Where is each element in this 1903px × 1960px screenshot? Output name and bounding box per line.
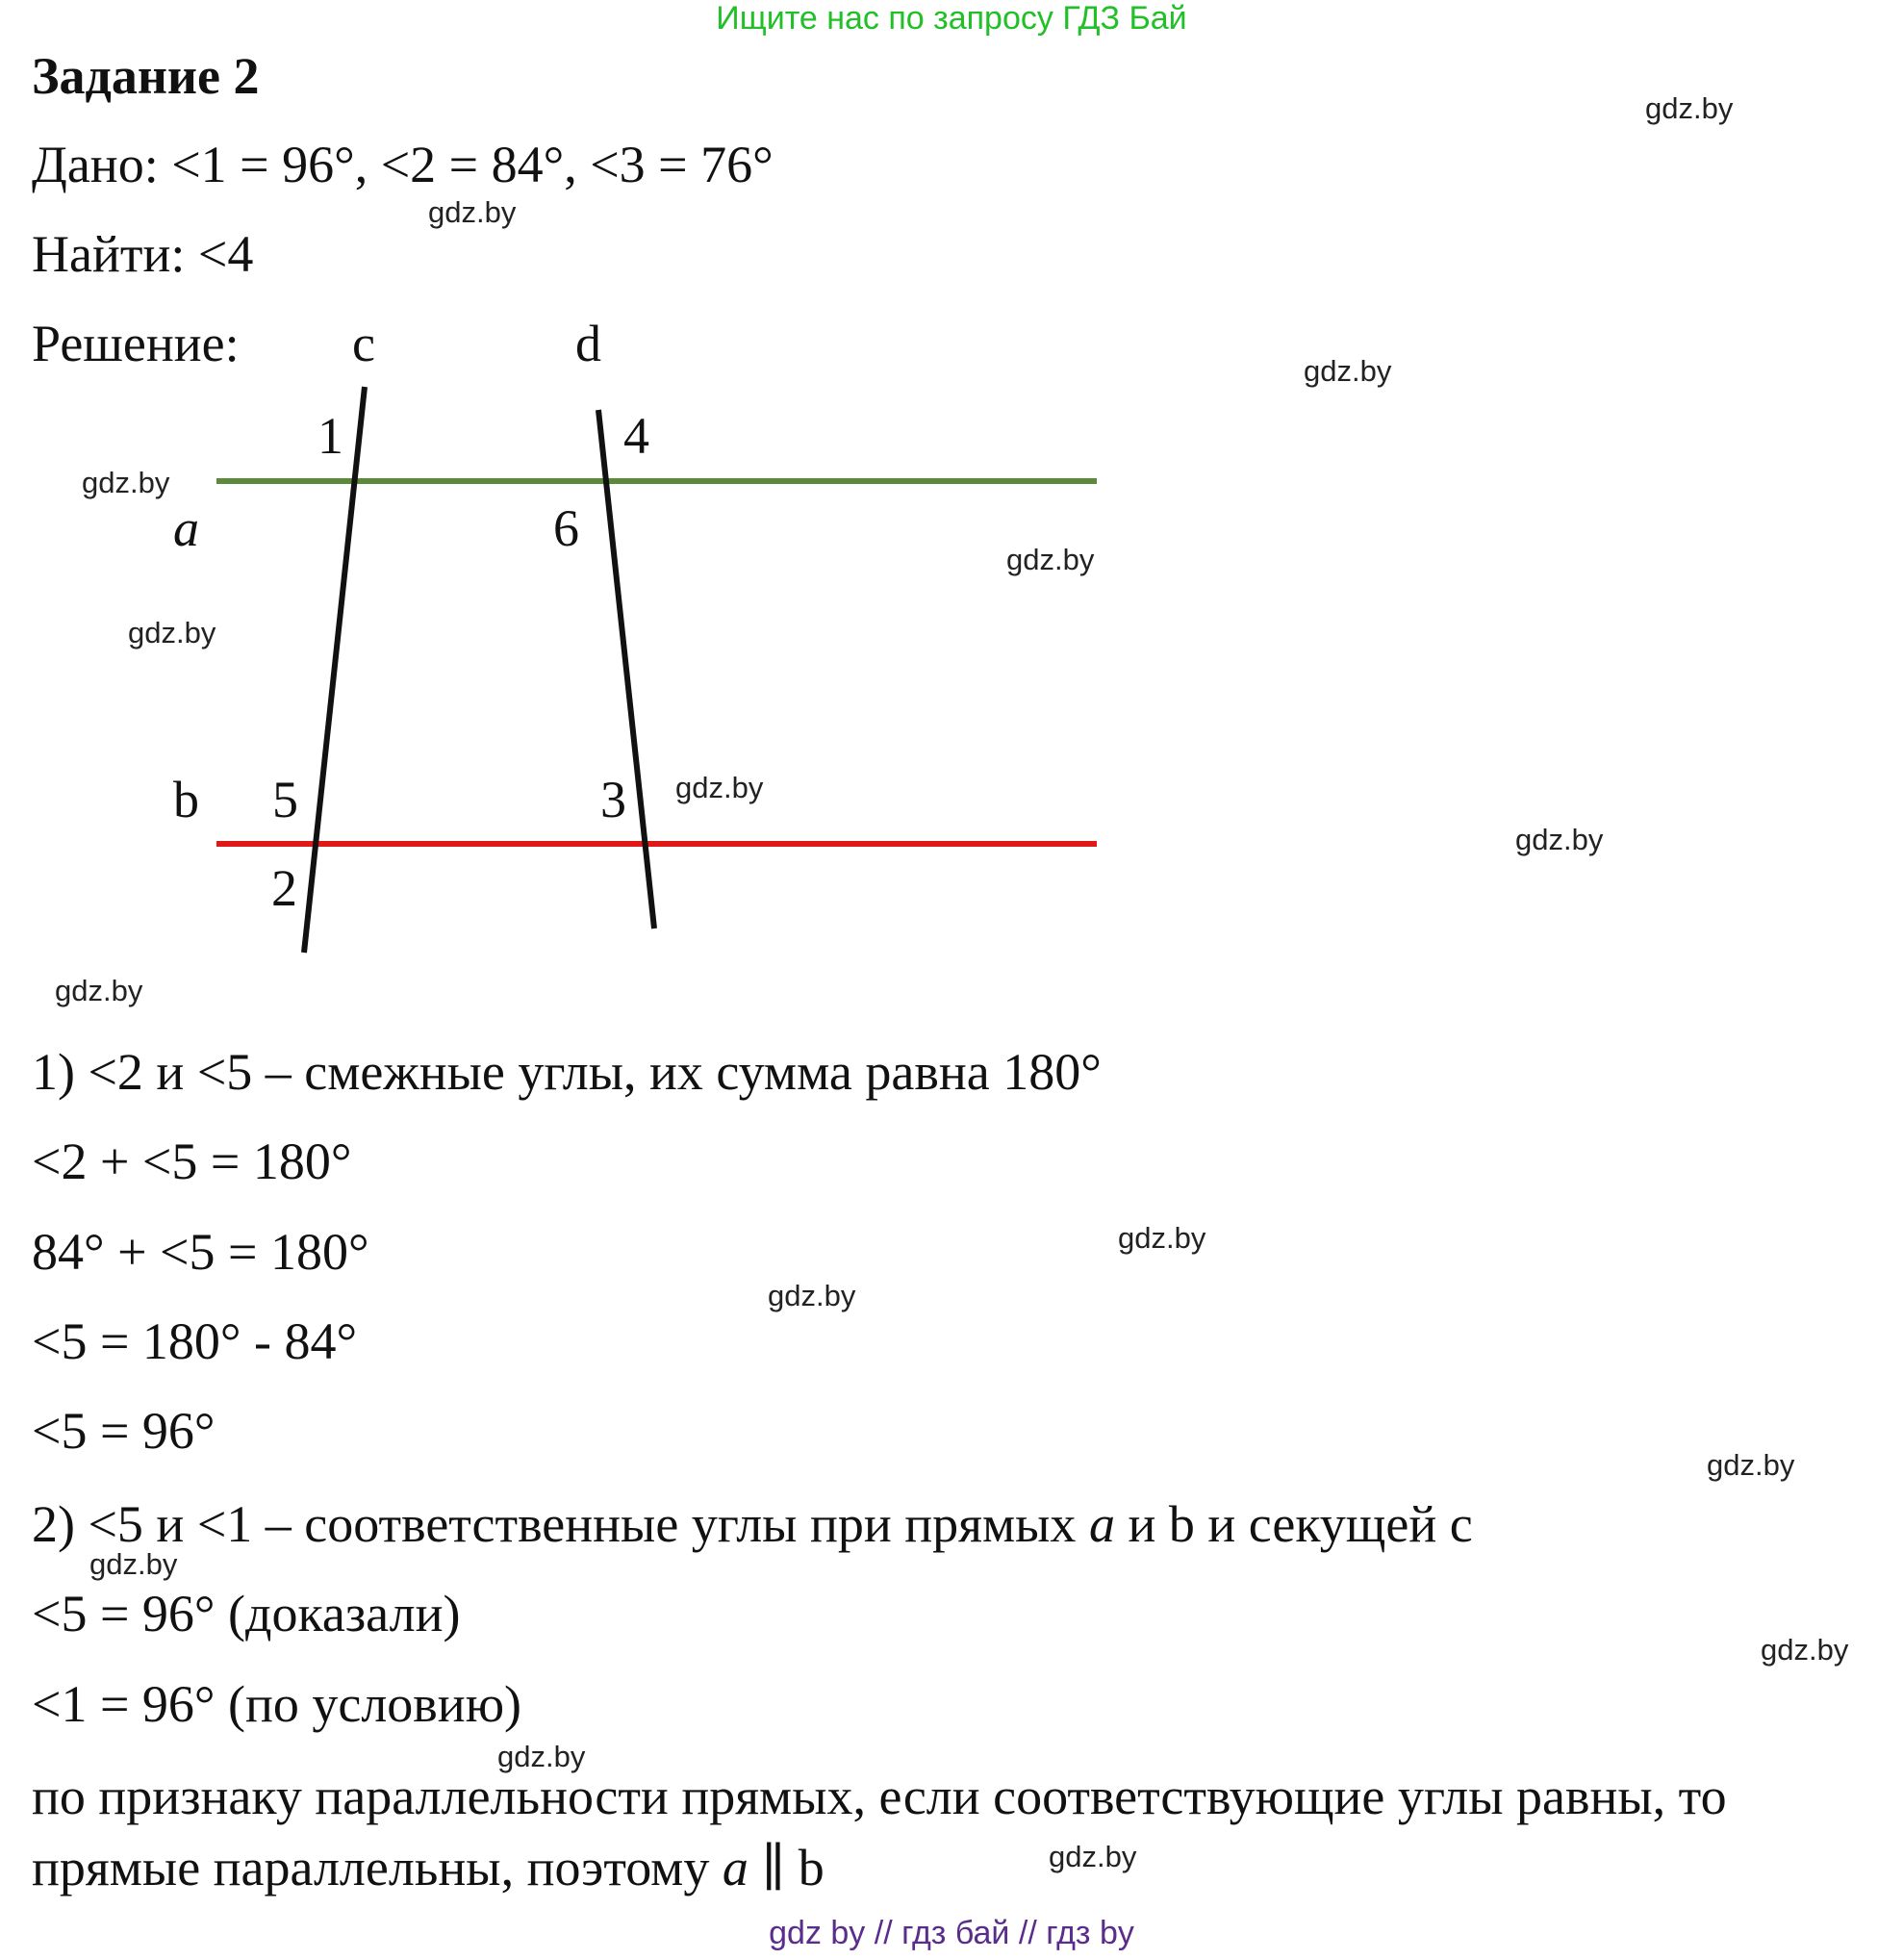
given-line: Дано: <1 = 96°, <2 = 84°, <3 = 76° xyxy=(32,136,774,193)
search-banner: Ищите нас по запросу ГДЗ Бай xyxy=(716,0,1187,37)
watermark: gdz.by xyxy=(428,195,517,229)
watermark: gdz.by xyxy=(128,616,216,649)
step-1-equation: <2 + <5 = 180° xyxy=(32,1133,352,1190)
watermark: gdz.by xyxy=(1304,354,1392,388)
footer-links: gdz by // гдз бай // гдз by xyxy=(769,1915,1134,1951)
transversal-d xyxy=(598,410,654,929)
conclusion-line-1: по признаку параллельности прямых, если соответствующие углы равны, то xyxy=(32,1768,1727,1825)
watermark: gdz.by xyxy=(768,1279,856,1312)
transversal-c xyxy=(304,387,365,953)
watermark: gdz.by xyxy=(82,466,170,499)
watermark: gdz.by xyxy=(1761,1633,1849,1667)
watermark: gdz.by xyxy=(675,771,764,804)
step-1-subtraction: <5 = 180° - 84° xyxy=(32,1312,358,1370)
solution-label: Решение: xyxy=(32,315,240,372)
angle-label-5: 5 xyxy=(272,771,298,828)
watermark: gdz.by xyxy=(55,974,143,1007)
angle-label-1: 1 xyxy=(317,407,343,465)
watermark: gdz.by xyxy=(1118,1221,1206,1255)
label-line-b: b xyxy=(173,771,199,828)
angle-label-6: 6 xyxy=(553,499,579,557)
watermark: gdz.by xyxy=(1645,91,1734,125)
step-2-angle-1: <1 = 96° (по условию) xyxy=(32,1675,522,1733)
angle-label-4: 4 xyxy=(623,407,649,465)
label-line-a: a xyxy=(173,499,199,557)
step-1-substitution: 84° + <5 = 180° xyxy=(32,1223,369,1281)
step-1-result: <5 = 96° xyxy=(32,1402,216,1460)
watermark: gdz.by xyxy=(89,1547,178,1581)
watermark: gdz.by xyxy=(1049,1840,1137,1873)
angle-label-2: 2 xyxy=(271,859,297,917)
step-2-heading: 2) <5 и <1 – соответственные углы при прямых a и b и секущей c xyxy=(32,1495,1473,1553)
label-line-c: c xyxy=(352,315,375,372)
angle-label-3: 3 xyxy=(600,771,626,828)
watermark: gdz.by xyxy=(497,1740,586,1773)
watermark: gdz.by xyxy=(1515,823,1604,856)
task-title: Задание 2 xyxy=(32,47,260,105)
conclusion-line-2: прямые параллельны, поэтому a ∥ b xyxy=(32,1839,825,1896)
label-line-d: d xyxy=(575,315,601,372)
watermark: gdz.by xyxy=(1707,1448,1795,1482)
step-2-angle-5: <5 = 96° (доказали) xyxy=(32,1585,461,1642)
find-line: Найти: <4 xyxy=(32,225,254,283)
watermark: gdz.by xyxy=(1006,543,1095,576)
step-1-heading: 1) <2 и <5 – смежные углы, их сумма равна 180° xyxy=(32,1043,1102,1101)
